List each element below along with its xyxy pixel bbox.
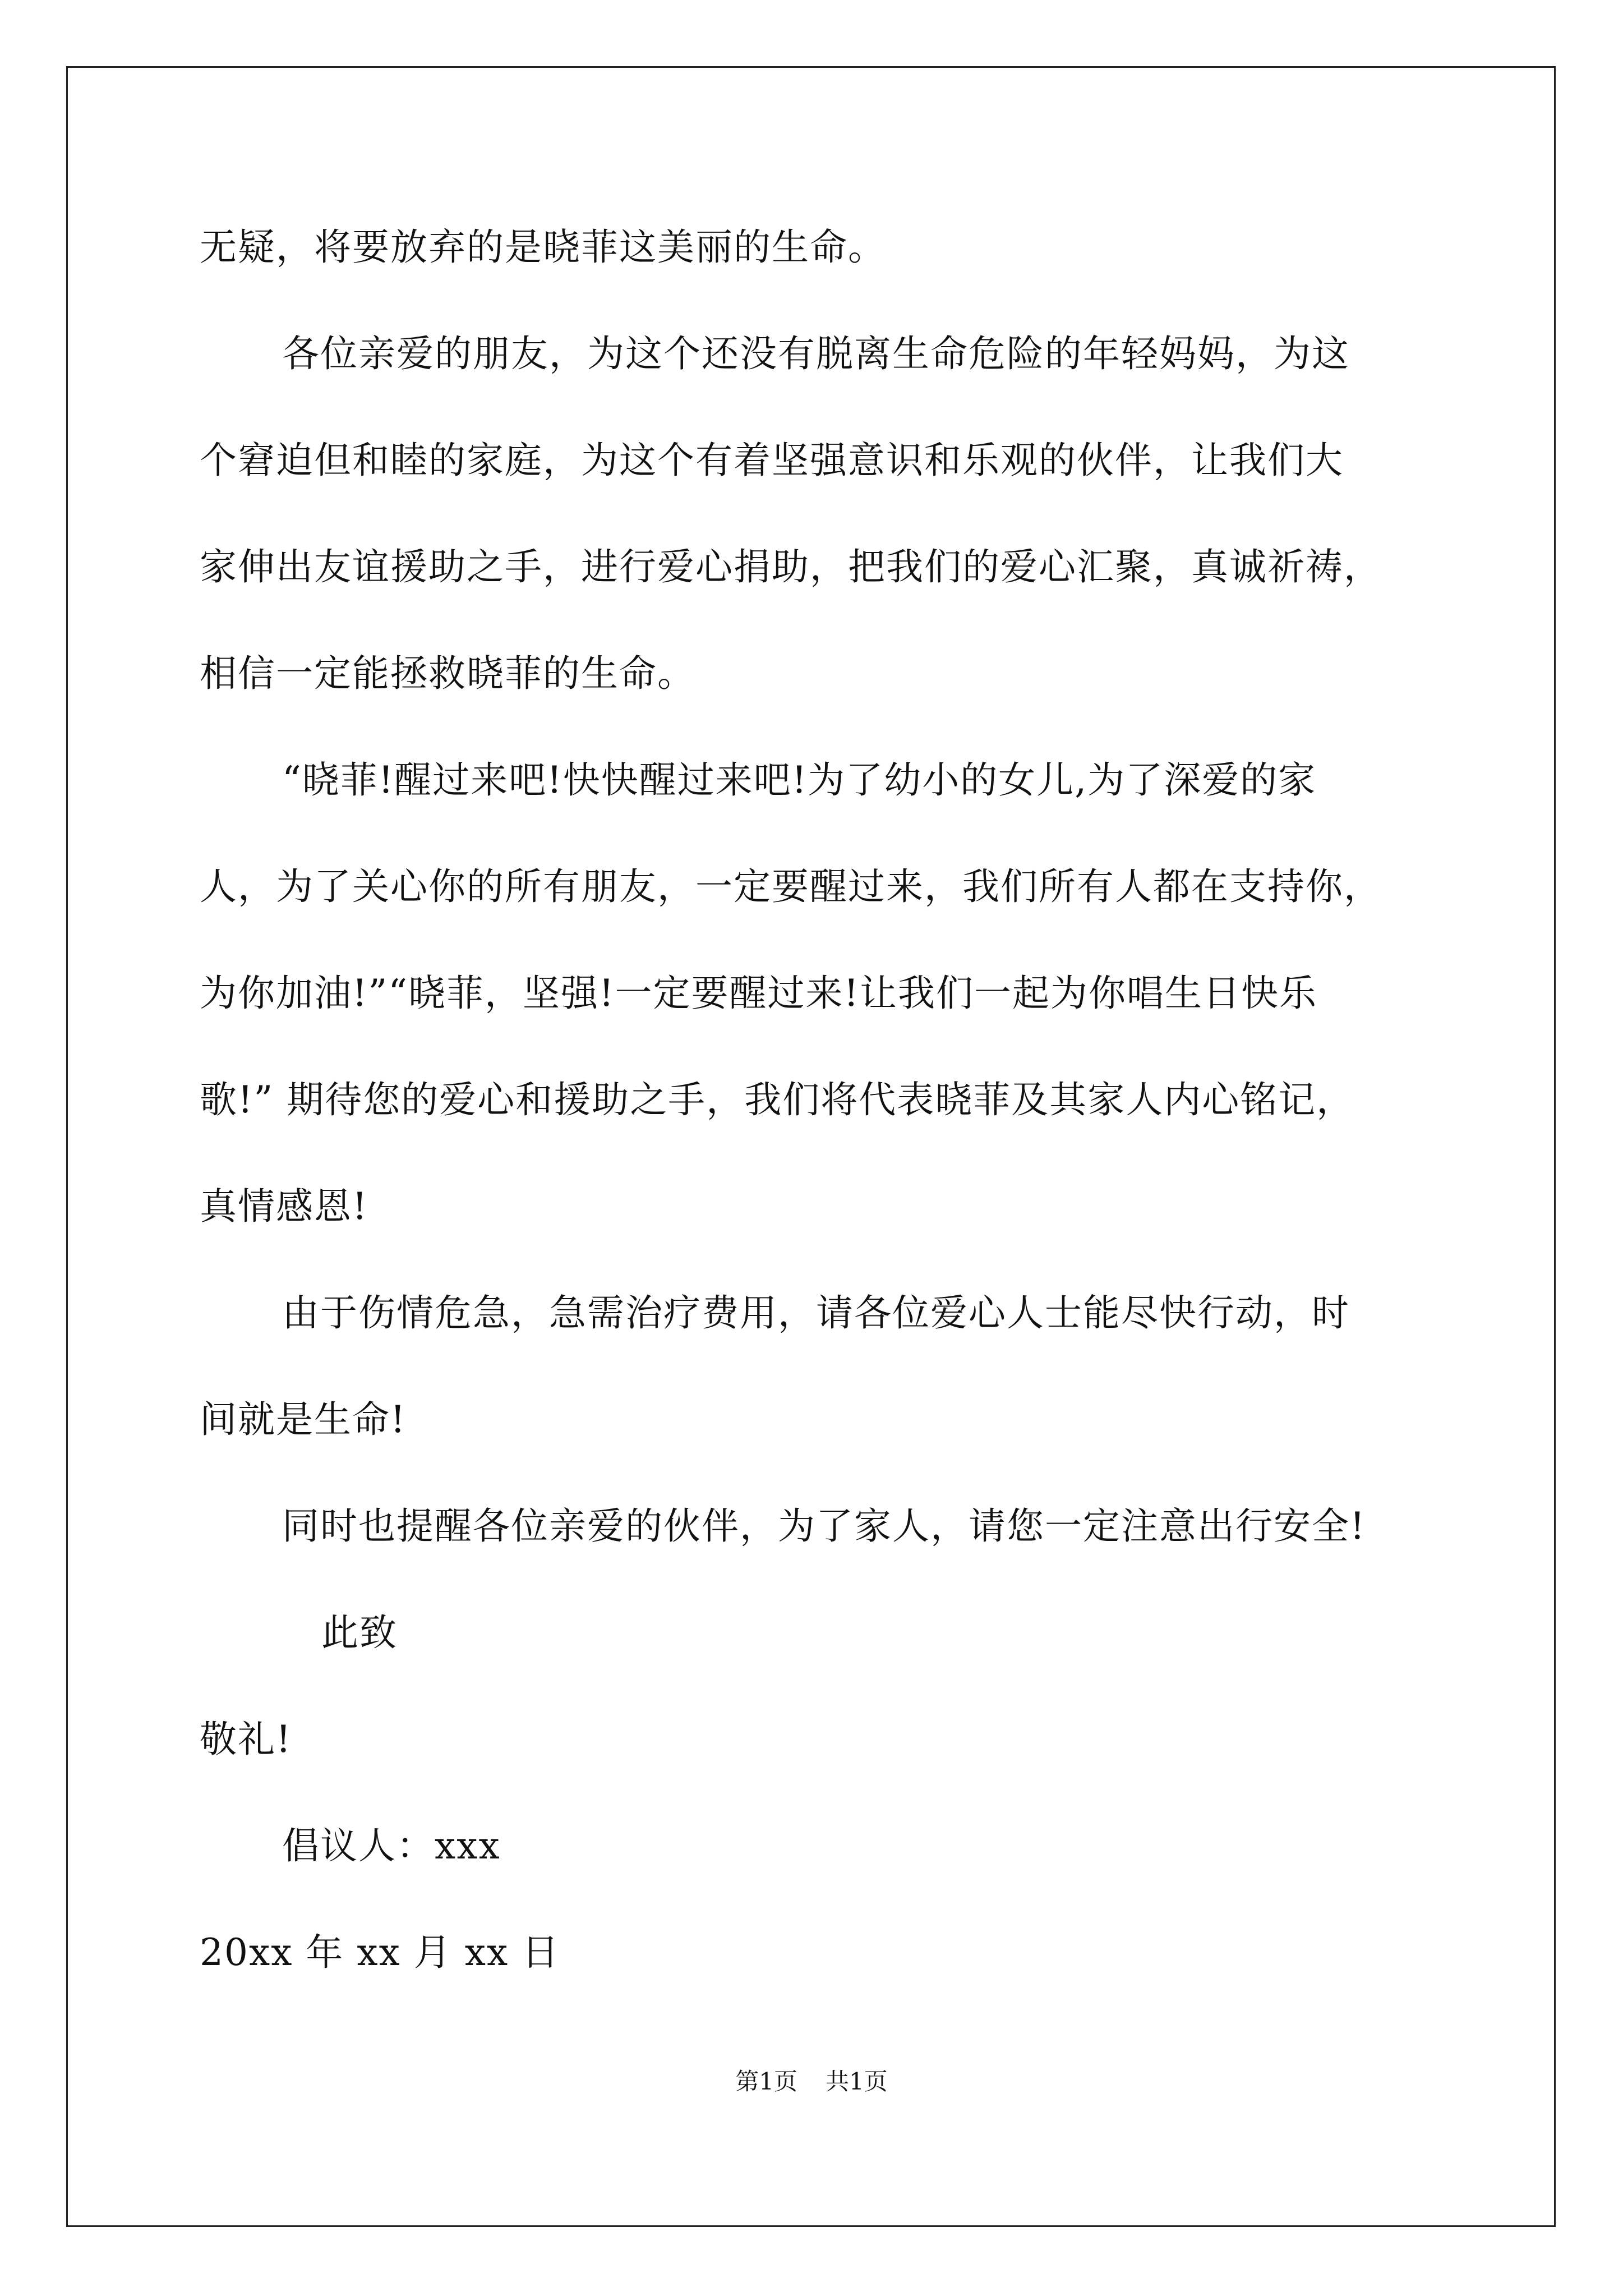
- body-line-1: 无疑，将要放弃的是晓菲这美丽的生命。: [200, 226, 886, 269]
- page-border: [66, 66, 1556, 2227]
- body-line-8: 为你加油!”“晓菲，坚强!一定要醒过来!让我们一起为你唱生日快乐: [200, 972, 1318, 1015]
- signatory: 倡议人：xxx: [282, 1824, 501, 1867]
- closing-regards: 敬礼!: [200, 1718, 292, 1761]
- body-line-6: “晓菲!醒过来吧!快快醒过来吧!为了幼小的女儿,为了深爱的家: [282, 758, 1317, 802]
- body-line-13: 同时也提醒各位亲爱的伙伴，为了家人，请您一定注意出行安全!: [282, 1504, 1366, 1548]
- page-count: 共1页: [826, 2068, 888, 2095]
- body-line-9: 歌!” 期待您的爱心和援助之手，我们将代表晓菲及其家人内心铭记，: [200, 1078, 1355, 1121]
- body-line-3: 个窘迫但和睦的家庭，为这个有着坚强意识和乐观的伙伴，让我们大: [200, 439, 1344, 482]
- body-line-5: 相信一定能拯救晓菲的生命。: [200, 652, 695, 695]
- body-line-10: 真情感恩!: [200, 1185, 368, 1228]
- body-line-7: 人，为了关心你的所有朋友，一定要醒过来，我们所有人都在支持你，: [200, 865, 1382, 908]
- body-line-2: 各位亲爱的朋友，为这个还没有脱离生命危险的年轻妈妈，为这: [282, 332, 1350, 375]
- body-line-11: 由于伤情危急，急需治疗费用，请各位爱心人士能尽快行动，时: [282, 1291, 1350, 1335]
- body-line-4: 家伸出友谊援助之手，进行爱心捐助，把我们的爱心汇聚，真诚祈祷，: [200, 545, 1382, 588]
- closing-salutation: 此致: [321, 1611, 398, 1654]
- date-line: 20xx 年 xx 月 xx 日: [200, 1931, 560, 1974]
- body-line-12: 间就是生命!: [200, 1398, 407, 1441]
- page-number: 第1页: [735, 2068, 797, 2095]
- page-footer: [0, 2070, 1623, 2093]
